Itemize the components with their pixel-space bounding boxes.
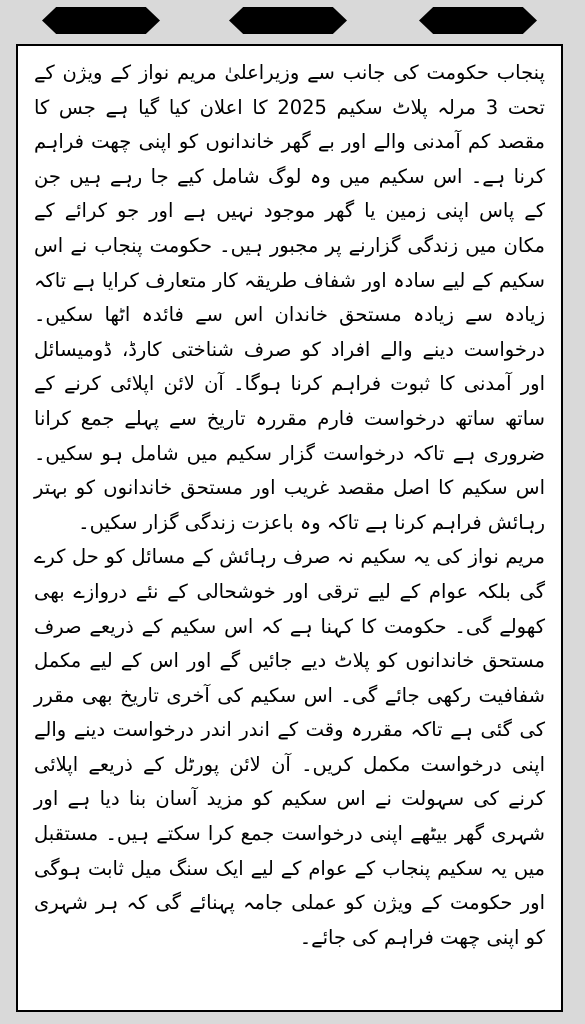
header-tab-middle <box>229 7 347 34</box>
header-tab-left <box>42 7 160 34</box>
article-paragraph-1: پنجاب حکومت کی جانب سے وزیراعلیٰ مریم نواز کے ویژن کے تحت 3 مرلہ پلاٹ سکیم 2025 کا اعلان کیا گیا ہے جس کا مقصد کم آمدنی والے اور بے گھر خاندانوں کو اپنی چھت فراہم کرنا ہے۔ اس سکیم میں وہ لوگ شامل کیے جا رہے ہیں جن کے پاس اپنی زمین یا گھر موجود نہیں ہے اور جو کرائے کے مکان میں زندگی گزارنے پر مجبور ہیں۔ حکومت پنجاب نے اس سکیم کے لیے سادہ اور شفاف طریقہ کار متعارف کرایا ہے تاکہ زیادہ سے زیادہ مستحق خاندان اس سے فائدہ اٹھا سکیں۔ درخواست دینے والے افراد کو صرف شناختی کارڈ، ڈومیسائل اور آمدنی کا ثبوت فراہم کرنا ہوگا۔ آن لائن اپلائی کرنے کے ساتھ ساتھ درخواست فارم مقررہ تاریخ سے پہلے جمع کرانا ضروری ہے تاکہ درخواست گزار سکیم میں شامل ہو سکیں۔ اس سکیم کا اصل مقصد غریب اور مستحق خاندانوں کو بہتر رہائش فراہم کرنا ہے تاکہ وہ باعزت زندگی گزار سکیں۔ <box>34 61 545 534</box>
article-paragraph-2: مریم نواز کی یہ سکیم نہ صرف رہائش کے مسائل کو حل کرے گی بلکہ عوام کے لیے ترقی اور خوشحالی کے نئے دروازے بھی کھولے گی۔ حکومت کا کہنا ہے کہ اس سکیم کے ذریعے صرف مستحق خاندانوں کو پلاٹ دیے جائیں گے اور اس کے لیے مکمل شفافیت رکھی جائے گی۔ اس سکیم کی آخری تاریخ بھی مقرر کی گئی ہے تاکہ مقررہ وقت کے اندر اندر درخواست دینے والے اپنی درخواست مکمل کریں۔ آن لائن پورٹل کے ذریعے اپلائی کرنے کی سہولت نے اس سکیم کو مزید آسان بنا دیا ہے اور شہری گھر بیٹھے اپنی درخواست جمع کرا سکتے ہیں۔ مستقبل میں یہ سکیم پنجاب کے عوام کے لیے ایک سنگ میل ثابت ہوگی اور حکومت کے ویژن کو عملی جامہ پہنائے گی کہ ہر شہری کو اپنی چھت فراہم کی جائے۔ <box>34 545 545 949</box>
article-panel <box>16 44 563 1012</box>
header-tab-right <box>419 7 537 34</box>
